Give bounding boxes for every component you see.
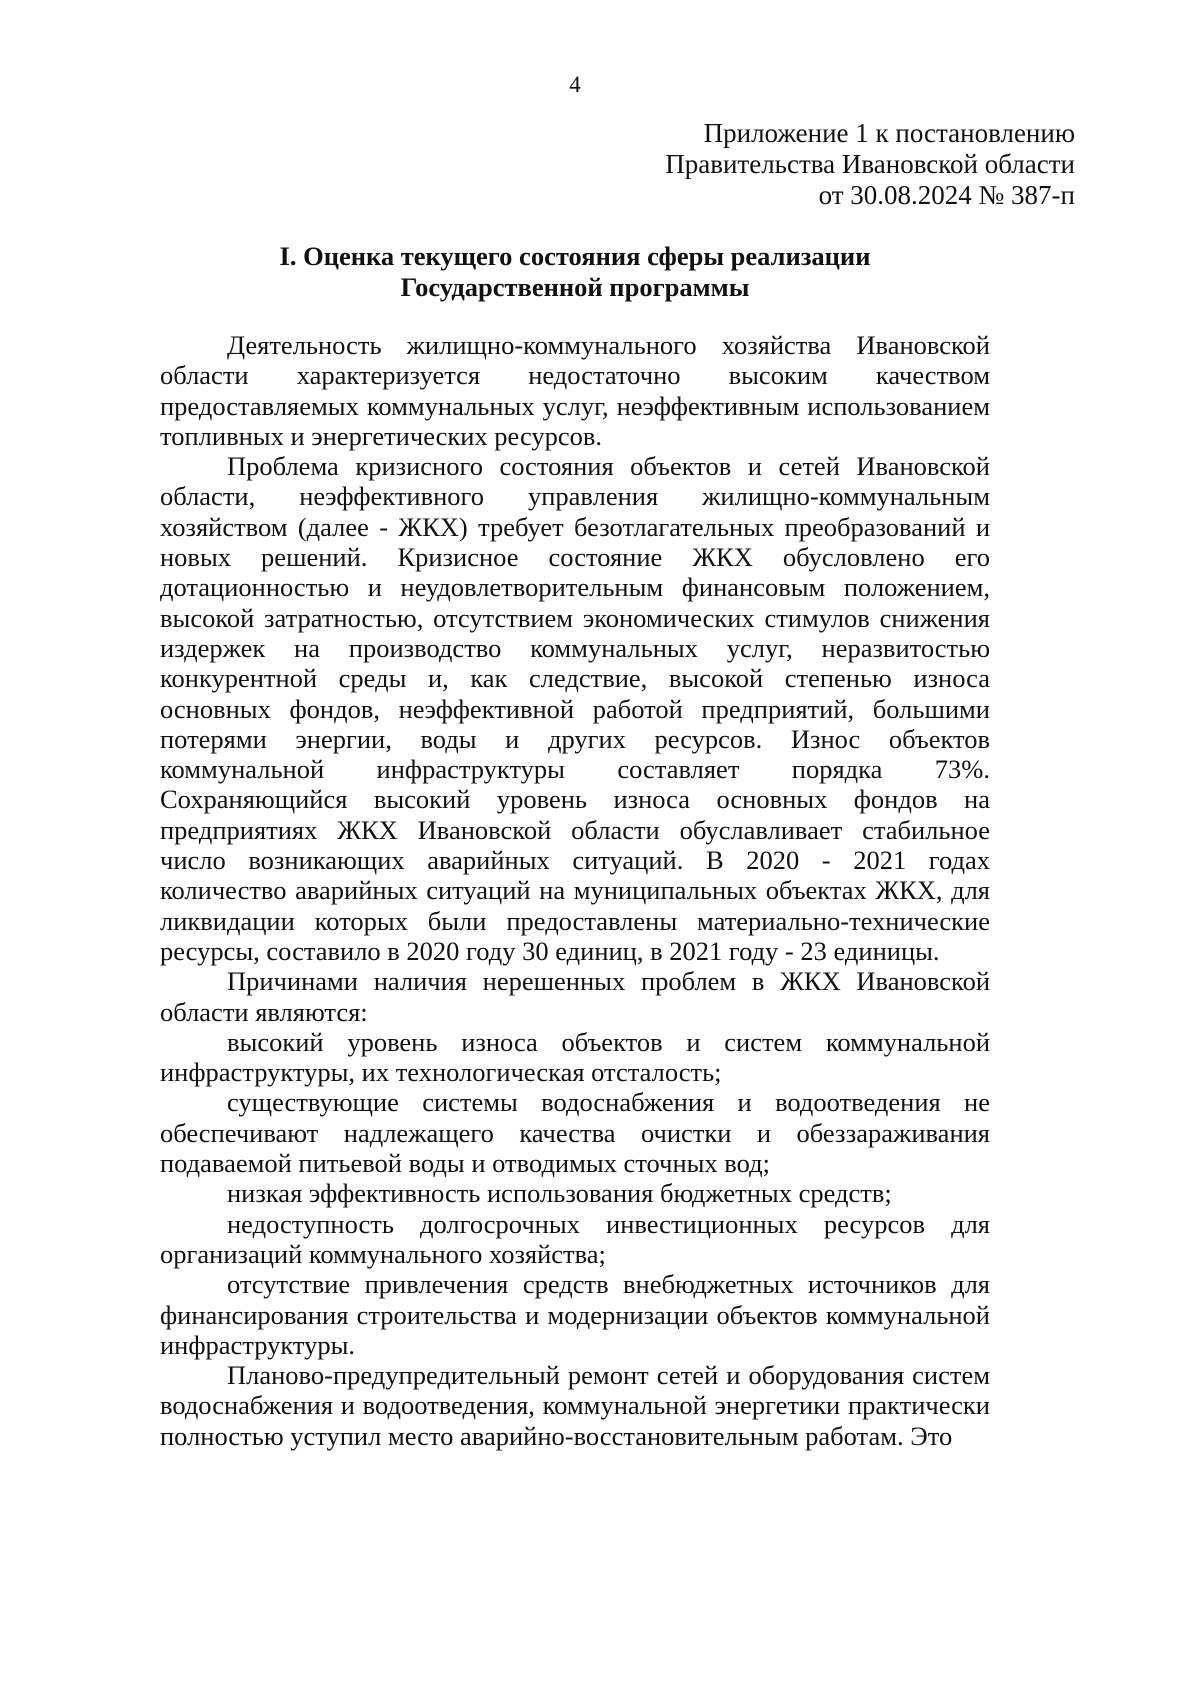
list-item: высокий уровень износа объектов и систем коммунальной инфраструктуры, их технологическая отсталость; xyxy=(160,1026,990,1088)
annex-header xyxy=(515,118,1075,211)
annex-header-line: Правительства Ивановской области xyxy=(665,149,1075,179)
paragraph: Деятельность жилищно-коммунального хозяйства Ивановской области характеризуется недостаточно высоким качеством предоставляемых коммунальных услуг, неэффективным использованием топливных и энергетических ресурсов. xyxy=(160,330,990,451)
paragraph: Причинами наличия нерешенных проблем в ЖКХ Ивановской области являются: xyxy=(160,966,990,1027)
paragraph: Планово-предупредительный ремонт сетей и оборудования систем водоснабжения и водоотведения, коммунальной энергетики практически полностью уступил место аварийно-восстановительным работам. Это xyxy=(160,1360,990,1451)
body-text xyxy=(160,330,990,1451)
list-item: низкая эффективность использования бюджетных средств; xyxy=(227,1178,892,1209)
list-item: отсутствие привлечения средств внебюджетных источников для финансирования строительства и модернизации объектов коммунальной инфраструктуры. xyxy=(160,1269,990,1360)
section-title-line: I. Оценка текущего состояния сферы реализации xyxy=(279,241,871,271)
annex-header-line: Приложение 1 к постановлению xyxy=(703,118,1075,148)
section-title-line: Государственной программы xyxy=(400,272,750,302)
paragraph: Проблема кризисного состояния объектов и сетей Ивановской области, неэффективного управления жилищно-коммунальным хозяйством (далее - ЖКХ) требует безотлагательных преобразований и новых решений. Кризисное состояние ЖКХ обусловлено его дотационностью и неудовлетворительным финансовым положением, высокой затратностью, отсутствием экономических стимулов снижения издержек на производство коммунальных услуг, неразвитостью конкурентной среды и, как следствие, высокой степенью износа основных фондов, неэффективной работой предприятий, большими потерями энергии, воды и других ресурсов. Износ объектов коммунальной инфраструктуры составляет порядка 73%. Сохраняющийся высокий уровень износа основных фондов на предприятиях ЖКХ Ивановской области обуславливает стабильное число возникающих аварийных ситуаций. В 2020 - 2021 годах количество аварийных ситуаций на муниципальных объектах ЖКХ, для ликвидации которых были предоставлены материально-технические ресурсы, составило в 2020 году 30 единиц, в 2021 году - 23 единицы. xyxy=(160,451,990,966)
list-item: существующие системы водоснабжения и водоотведения не обеспечивают надлежащего качества очистки и обеззараживания подаваемой питьевой воды и отводимых сточных вод; xyxy=(160,1087,990,1179)
section-title xyxy=(160,241,990,303)
list-item: недоступность долгосрочных инвестиционных ресурсов для организаций коммунального хозяйства; xyxy=(160,1208,990,1269)
annex-header-line: от 30.08.2024 № 387-п xyxy=(818,180,1075,210)
page-number: 4 xyxy=(569,72,581,97)
